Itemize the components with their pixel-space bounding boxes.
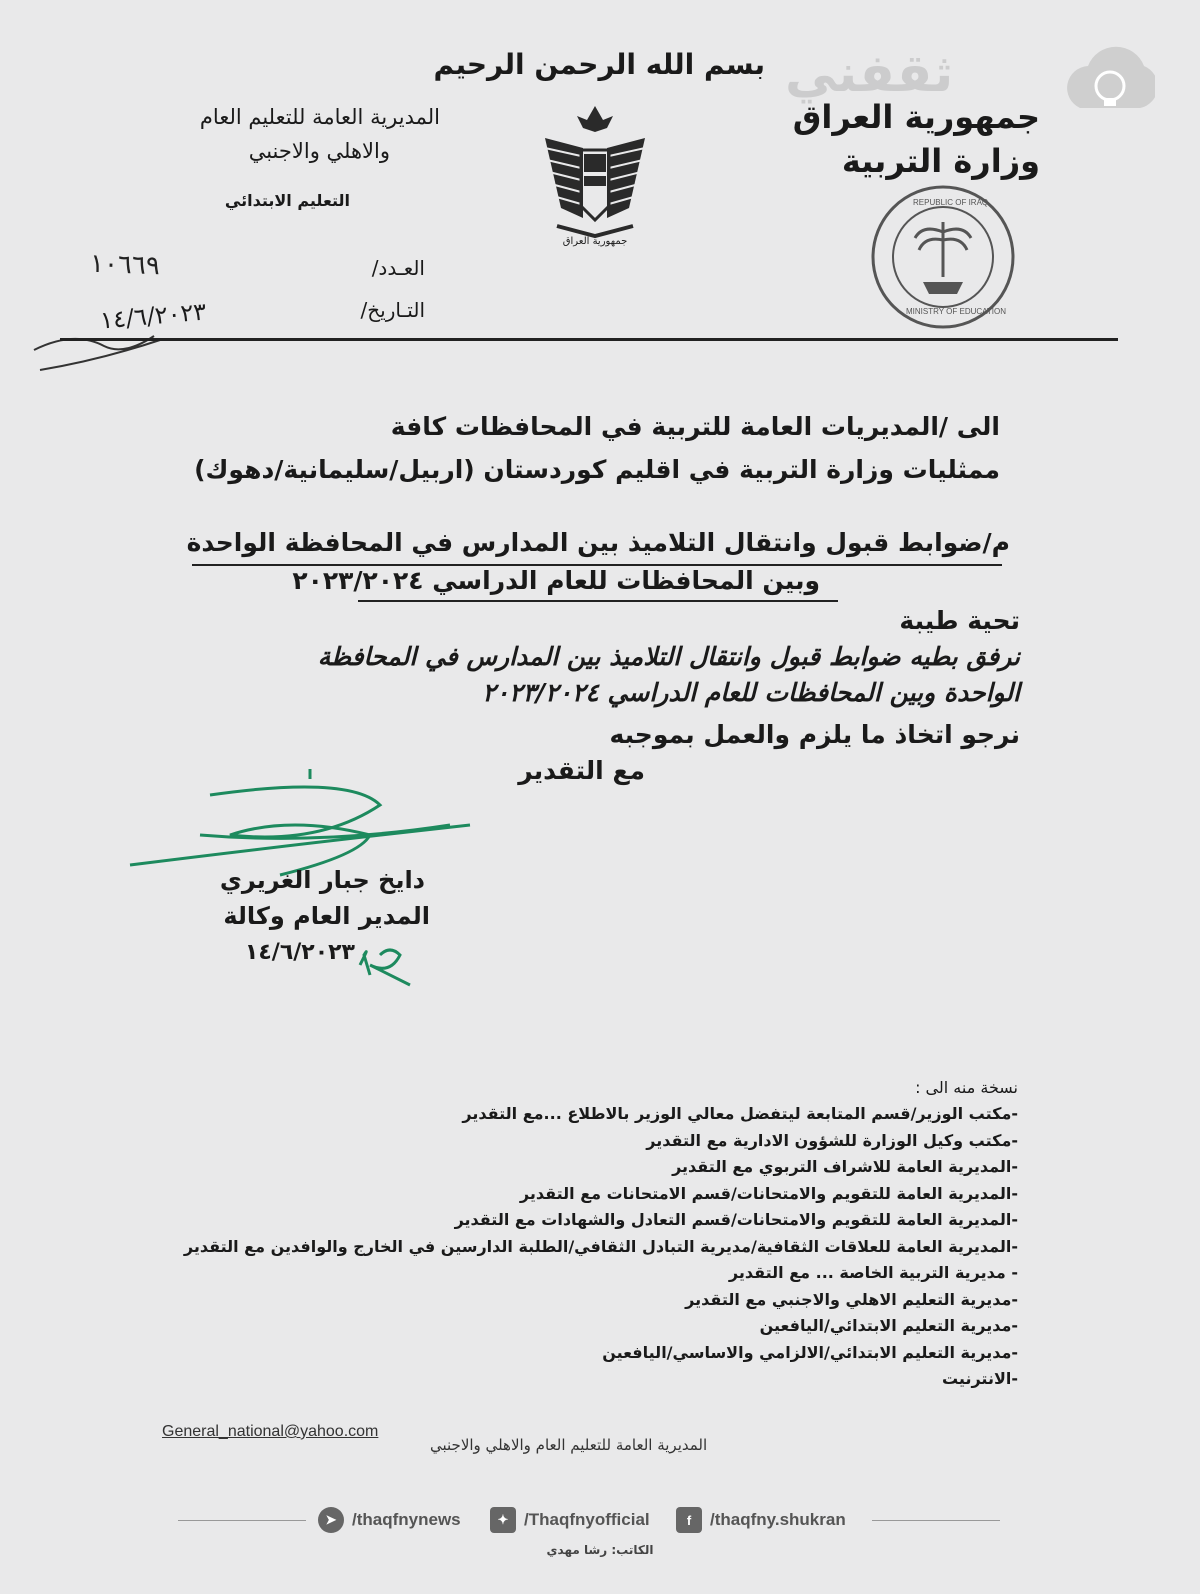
twitter-link[interactable] xyxy=(490,1506,650,1534)
ministry-name: وزارة التربية xyxy=(841,142,1040,180)
copy-item: -الانترنيت xyxy=(941,1369,1018,1388)
address-line-1: الى /المديريات العامة للتربية في المحافظات كافة xyxy=(390,412,1000,441)
seal-text-top: REPUBLIC OF IRAQ xyxy=(913,198,989,207)
logo-text: ثقفني xyxy=(785,44,954,104)
ministry-country: جمهورية العراق xyxy=(792,98,1040,136)
emblem-caption: جمهورية العراق xyxy=(562,236,628,247)
iraq-emblem xyxy=(535,98,655,258)
department-name: التعليم الابتدائي xyxy=(224,191,350,210)
subject-line-2: وبين المحافظات للعام الدراسي ٢٠٢٣/٢٠٢٤ xyxy=(292,566,820,595)
lightbulb-cloud-icon xyxy=(1067,47,1155,108)
greeting: تحية طيبة xyxy=(899,606,1020,635)
signatory-name: دايخ جبار الغريري xyxy=(219,866,425,894)
footer-office: المديرية العامة للتعليم العام والاهلي والاجنبي xyxy=(430,1436,708,1454)
directorate-line-1: المديرية العامة للتعليم العام xyxy=(199,105,440,129)
facebook-handle: /thaqfny.shukran xyxy=(710,1510,846,1529)
telegram-link[interactable] xyxy=(318,1506,461,1534)
copy-item: -المديرية العامة للاشراف التربوي مع التقدير xyxy=(672,1157,1018,1176)
author-credit: الكاتب: رشا مهدي xyxy=(546,1543,654,1557)
number-value: ١٠٦٦٩ xyxy=(89,248,161,282)
copy-item: -مديرية التعليم الابتدائي/الالزامي والاساسي/اليافعين xyxy=(602,1342,1018,1362)
footer-email-link[interactable]: General_national@yahoo.com xyxy=(162,1423,379,1440)
date-value: ١٤/٦/٢٠٢٣ xyxy=(98,297,208,335)
copy-item: -المديرية العامة للتقويم والامتحانات/قسم الامتحانات مع التقدير xyxy=(519,1183,1018,1203)
number-label: العـدد/ xyxy=(371,256,425,280)
directorate-line-2: والاهلي والاجنبي xyxy=(248,139,390,163)
basmala: بسم الله الرحمن الرحيم xyxy=(433,48,765,81)
header-rule xyxy=(60,338,1118,341)
seal-text-bottom: MINISTRY OF EDUCATION xyxy=(906,307,1007,316)
ministry-header xyxy=(793,95,1040,183)
copy-item: -مديرية التعليم الاهلي والاجنبي مع التقدير xyxy=(685,1289,1018,1309)
subject-underline-2 xyxy=(358,600,838,602)
date-label: التـاريخ/ xyxy=(360,298,425,322)
social-divider-right xyxy=(872,1520,1000,1521)
social-divider-left xyxy=(178,1520,306,1521)
twitter-handle: /Thaqfnyofficial xyxy=(524,1510,650,1529)
signatory-title: المدير العام وكالة xyxy=(223,902,430,930)
telegram-handle: /thaqfnynews xyxy=(352,1510,461,1529)
copies-title: نسخة منه الى : xyxy=(915,1078,1018,1097)
facebook-icon: f xyxy=(676,1507,702,1533)
ministry-seal xyxy=(868,182,1018,332)
body-line-3: نرجو اتخاذ ما يلزم والعمل بموجبه xyxy=(609,720,1020,749)
copy-item: -المديرية العامة للعلاقات الثقافية/مديرية التبادل الثقافي/الطلبة الدارسين في الخارج والوافدين مع التقدير xyxy=(183,1236,1018,1256)
signature-date: ١٤/٦/٢٠٢٣ xyxy=(244,940,355,965)
subject-line-1: م/ضوابط قبول وانتقال التلاميذ بين المدارس في المحافظة الواحدة xyxy=(186,528,1010,557)
copy-item: -مكتب الوزير/قسم المتابعة ليتفضل معالي الوزير بالاطلاع ...مع التقدير xyxy=(462,1104,1018,1123)
copy-item: -المديرية العامة للتقويم والامتحانات/قسم التعادل والشهادات مع التقدير xyxy=(454,1210,1018,1229)
address-line-2: ممثليات وزارة التربية في اقليم كوردستان (اربيل/سليمانية/دهوك) xyxy=(194,455,1000,484)
handwriting-scribble xyxy=(30,300,290,390)
telegram-icon: ➤ xyxy=(318,1507,344,1533)
body-line-1: نرفق بطيه ضوابط قبول وانتقال التلاميذ بين المدارس في المحافظة xyxy=(317,642,1020,671)
copies-list xyxy=(148,1075,1018,1393)
copy-item: -مكتب وكيل الوزارة للشؤون الادارية مع التقدير xyxy=(646,1130,1018,1150)
body-line-2: الواحدة وبين المحافظات للعام الدراسي ٢٠٢٣/٢٠٢٤ xyxy=(482,678,1020,707)
copy-item: - مديرية التربية الخاصة ... مع التقدير xyxy=(728,1263,1018,1282)
twitter-icon: ✦ xyxy=(490,1507,516,1533)
directorate-header xyxy=(200,100,440,214)
facebook-link[interactable] xyxy=(676,1506,846,1534)
copy-item: -مديرية التعليم الابتدائي/اليافعين xyxy=(759,1316,1018,1335)
social-bar xyxy=(0,1506,1200,1536)
closing: مع التقدير xyxy=(518,756,645,785)
